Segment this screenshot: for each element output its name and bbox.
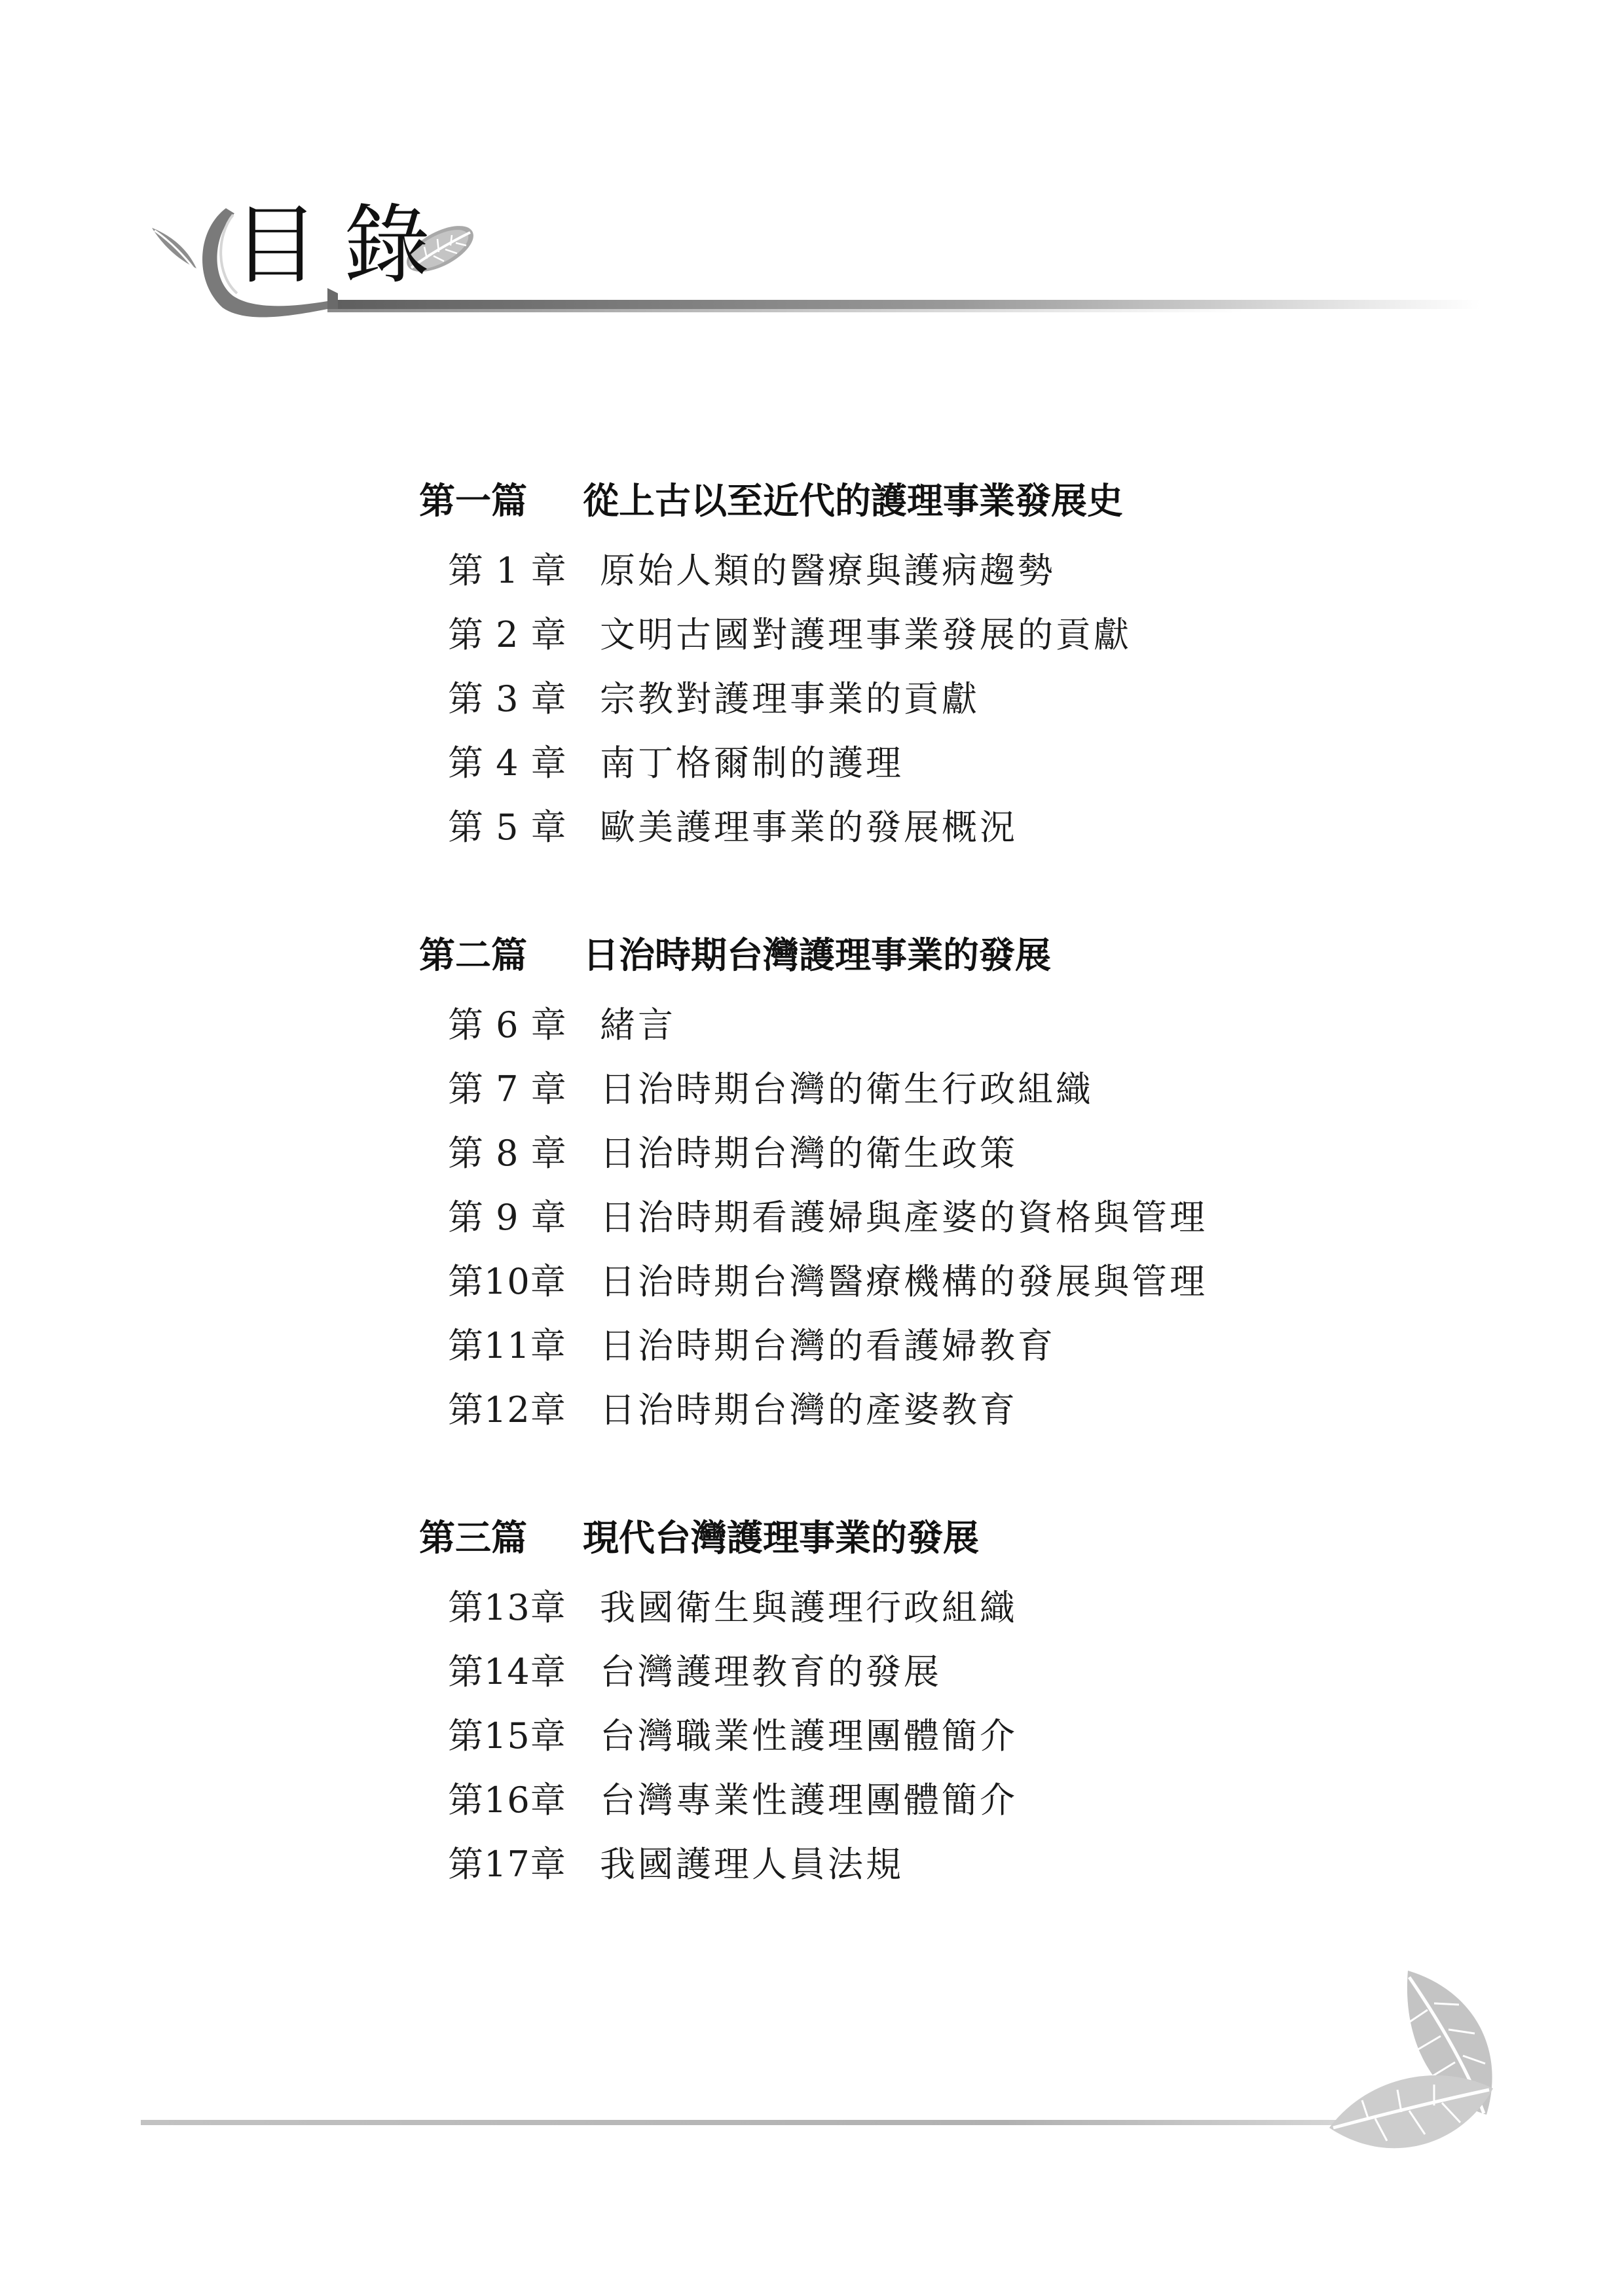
chapter-label: 第15章	[448, 1715, 566, 1757]
part-title: 從上古以至近代的護理事業發展史	[583, 480, 1124, 522]
part-title: 日治時期台灣護理事業的發展	[583, 934, 1052, 976]
header-rule-lower	[327, 309, 1244, 312]
chapter-label: 第11章	[448, 1325, 566, 1366]
chapter-title: 歐美護理事業的發展概況	[600, 807, 1018, 848]
toc-chapter[interactable]	[419, 1121, 1401, 1186]
chapter-label: 第10章	[448, 1261, 566, 1302]
part-heading[interactable]	[419, 1512, 1401, 1576]
chapter-title: 日治時期台灣的產婆教育	[600, 1389, 1018, 1430]
part-label: 第三篇	[419, 1517, 528, 1559]
chapter-title: 文明古國對護理事業發展的貢獻	[600, 614, 1132, 655]
chapter-title: 日治時期台灣的衛生行政組織	[600, 1068, 1094, 1110]
toc-chapter[interactable]	[419, 603, 1401, 667]
chapter-title: 日治時期台灣的衛生政策	[600, 1133, 1018, 1174]
toc-chapter[interactable]	[419, 1704, 1401, 1768]
chapter-title: 日治時期台灣醫療機構的發展與管理	[600, 1261, 1208, 1302]
chapter-title: 台灣護理教育的發展	[600, 1651, 942, 1692]
toc-chapter[interactable]	[419, 1640, 1401, 1704]
chapter-label: 第 8 章	[448, 1133, 567, 1174]
toc-part	[419, 929, 1401, 1442]
chapter-title: 緒言	[600, 1004, 676, 1046]
header-rule	[327, 300, 1480, 309]
chapter-label: 第 6 章	[448, 1004, 567, 1046]
chapter-label: 第13章	[448, 1587, 566, 1628]
part-label: 第二篇	[419, 934, 528, 976]
chapter-label: 第 4 章	[448, 742, 567, 784]
chapter-label: 第 1 章	[448, 550, 567, 591]
toc-chapter[interactable]	[419, 1832, 1401, 1897]
chapter-label: 第12章	[448, 1389, 566, 1430]
toc-part	[419, 475, 1401, 860]
part-label: 第一篇	[419, 480, 528, 522]
chapter-title: 台灣專業性護理團體簡介	[600, 1779, 1018, 1821]
table-of-contents	[419, 475, 1401, 1966]
leaves-icon	[1329, 1971, 1493, 2148]
chapter-title: 宗教對護理事業的貢獻	[600, 678, 980, 720]
part-heading[interactable]	[419, 929, 1401, 993]
chapter-title: 南丁格爾制的護理	[600, 742, 904, 784]
footer-decoration	[0, 1951, 1624, 2213]
chapter-title: 原始人類的醫療與護病趨勢	[600, 550, 1056, 591]
toc-chapter[interactable]	[419, 1314, 1401, 1378]
chapter-label: 第14章	[448, 1651, 566, 1692]
toc-chapter[interactable]	[419, 1378, 1401, 1442]
chapter-title: 日治時期看護婦與產婆的資格與管理	[600, 1197, 1208, 1238]
toc-chapter[interactable]	[419, 1768, 1401, 1832]
page-title: 目錄	[232, 195, 455, 296]
toc-chapter[interactable]	[419, 1576, 1401, 1640]
chapter-title: 日治時期台灣的看護婦教育	[600, 1325, 1056, 1366]
toc-chapter[interactable]	[419, 667, 1401, 731]
chapter-label: 第 3 章	[448, 678, 567, 720]
chapter-label: 第 5 章	[448, 807, 567, 848]
toc-chapter[interactable]	[419, 1250, 1401, 1314]
toc-chapter[interactable]	[419, 731, 1401, 795]
toc-part	[419, 1512, 1401, 1897]
chapter-title: 我國護理人員法規	[600, 1844, 904, 1885]
toc-chapter[interactable]	[419, 993, 1401, 1057]
chapter-label: 第 7 章	[448, 1068, 567, 1110]
chapter-title: 台灣職業性護理團體簡介	[600, 1715, 1018, 1757]
chapter-label: 第17章	[448, 1844, 566, 1885]
chapter-label: 第 9 章	[448, 1197, 567, 1238]
toc-chapter[interactable]	[419, 1057, 1401, 1121]
chapter-label: 第16章	[448, 1779, 566, 1821]
chapter-title: 我國衛生與護理行政組織	[600, 1587, 1018, 1628]
toc-chapter[interactable]	[419, 1186, 1401, 1250]
toc-chapter[interactable]	[419, 795, 1401, 860]
chapter-label: 第 2 章	[448, 614, 567, 655]
footer-rule	[141, 2120, 1372, 2125]
part-title: 現代台灣護理事業的發展	[583, 1517, 980, 1559]
toc-chapter[interactable]	[419, 539, 1401, 603]
part-heading[interactable]	[419, 475, 1401, 539]
